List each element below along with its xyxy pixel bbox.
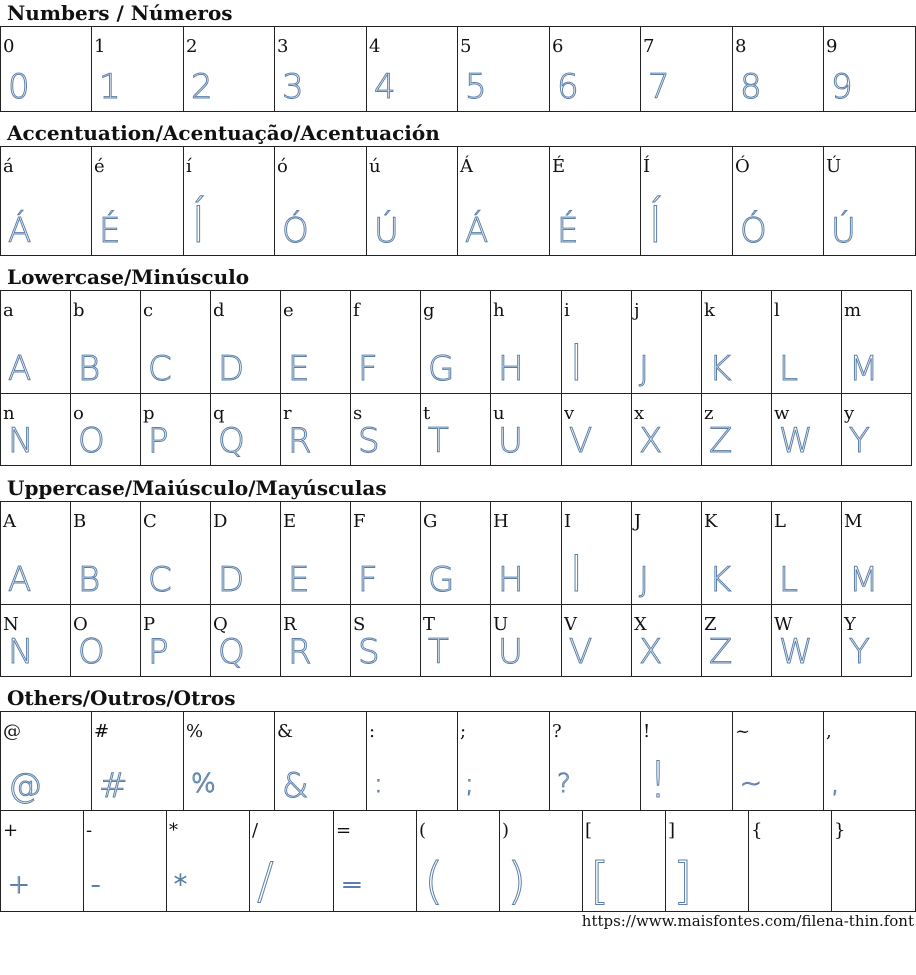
glyph-cell (417, 811, 500, 912)
glyph-sample: 2 (191, 67, 213, 107)
glyph-sample: * (174, 870, 187, 900)
glyph-sample: 0 (8, 67, 30, 107)
char-label: Í (643, 156, 651, 177)
char-label: y (844, 403, 855, 424)
glyph-cell (250, 811, 334, 912)
glyph-sample: ~ (740, 769, 762, 799)
glyph-sample: W (779, 421, 813, 461)
glyph-cell (1, 811, 84, 912)
glyph-sample: I (569, 545, 584, 603)
glyph-cell (772, 502, 842, 605)
glyph-sample: H (498, 349, 524, 389)
glyph-sample: A (8, 560, 32, 600)
glyph-cell (275, 147, 367, 256)
glyph-cell (281, 605, 351, 677)
glyph-sample: G (428, 349, 455, 389)
glyph-sample: I (569, 334, 584, 392)
glyph-cell (211, 502, 281, 605)
glyph-sample: Á (465, 211, 489, 251)
char-label: v (564, 403, 575, 424)
char-label: ) (502, 820, 510, 841)
char-label: 2 (186, 36, 198, 57)
glyph-sample: O (78, 421, 105, 461)
glyph-sample: Ó (282, 211, 309, 251)
glyph-sample: / (257, 852, 274, 910)
char-label: o (73, 403, 84, 424)
numbers-grid (0, 26, 916, 112)
char-label: O (73, 614, 88, 635)
glyph-cell (824, 27, 916, 112)
char-label: : (369, 721, 376, 742)
glyph-sample: V (569, 421, 593, 461)
glyph-sample: , (831, 769, 840, 799)
source-url[interactable]: https://www.maisfontes.com/filena-thin.font (581, 912, 914, 930)
glyph-cell (1, 394, 71, 466)
glyph-cell (562, 291, 632, 394)
char-label: - (86, 820, 93, 841)
glyph-cell (702, 502, 772, 605)
glyph-cell (491, 502, 562, 605)
glyph-cell (458, 712, 550, 811)
glyph-cell (550, 27, 641, 112)
char-label: 9 (826, 36, 838, 57)
char-label: Á (460, 156, 473, 177)
char-label: É (552, 156, 566, 177)
char-label: t (423, 403, 431, 424)
glyph-sample: 8 (740, 67, 762, 107)
char-label: l (774, 300, 780, 321)
glyph-cell (632, 605, 702, 677)
glyph-cell (733, 712, 824, 811)
glyph-cell (842, 291, 912, 394)
glyph-sample: F (358, 560, 378, 600)
uppercase-row (1, 502, 912, 605)
glyph-sample: 7 (648, 67, 670, 107)
glyph-cell (1, 27, 92, 112)
glyph-sample: ; (465, 769, 474, 799)
glyph-sample: ) (507, 852, 527, 910)
glyph-cell (632, 291, 702, 394)
glyph-cell (211, 605, 281, 677)
glyph-sample: E (288, 560, 310, 600)
glyph-cell (421, 605, 491, 677)
glyph-cell (562, 394, 632, 466)
char-label: 4 (369, 36, 381, 57)
glyph-cell (772, 605, 842, 677)
char-label: P (143, 614, 156, 635)
glyph-cell (367, 712, 458, 811)
char-label: q (213, 403, 225, 424)
char-label: c (143, 300, 154, 321)
char-label: i (564, 300, 570, 321)
char-label: B (73, 511, 87, 532)
char-label: V (564, 614, 577, 635)
glyph-cell (749, 811, 832, 912)
glyph-sample: 5 (465, 67, 487, 107)
char-label: = (336, 820, 352, 841)
char-label: M (844, 511, 863, 532)
lowercase-row (1, 394, 912, 466)
char-label: Y (844, 614, 856, 635)
glyph-cell (1, 291, 71, 394)
glyph-sample: J (639, 560, 650, 600)
glyph-cell (211, 291, 281, 394)
glyph-cell (1, 502, 71, 605)
accentuation-grid (0, 146, 916, 256)
glyph-sample: ] (673, 852, 693, 910)
glyph-cell (733, 147, 824, 256)
section-title-accentuation: Accentuation/Acentuação/Acentuación (7, 121, 440, 145)
accents-row (1, 147, 916, 256)
glyph-sample: É (557, 211, 579, 251)
glyph-cell (458, 147, 550, 256)
glyph-cell (824, 712, 916, 811)
glyph-sample: L (779, 560, 798, 600)
glyph-sample: [ (590, 852, 610, 910)
char-label: D (213, 511, 228, 532)
glyph-cell (184, 27, 275, 112)
glyph-cell (84, 811, 167, 912)
char-label: A (3, 511, 16, 532)
glyph-cell (184, 147, 275, 256)
char-label: * (169, 820, 178, 841)
glyph-sample: ( (424, 852, 444, 910)
section-title-lowercase: Lowercase/Minúsculo (7, 265, 250, 289)
glyph-cell (281, 502, 351, 605)
glyph-cell (351, 394, 421, 466)
glyph-sample: O (78, 632, 105, 672)
glyph-cell (281, 291, 351, 394)
glyph-sample: X (639, 632, 663, 672)
lowercase-grid (0, 290, 912, 466)
glyph-sample: Q (218, 632, 245, 672)
char-label: S (353, 614, 366, 635)
char-label: Ó (735, 156, 750, 177)
char-label: f (353, 300, 360, 321)
char-label: ( (419, 820, 427, 841)
char-label: R (283, 614, 297, 635)
char-label: 0 (3, 36, 15, 57)
glyph-sample: U (498, 632, 523, 672)
glyph-sample: + (8, 870, 30, 900)
glyph-cell (275, 27, 367, 112)
glyph-cell (666, 811, 749, 912)
char-label: 5 (460, 36, 472, 57)
glyph-cell (421, 291, 491, 394)
glyph-cell (421, 502, 491, 605)
char-label: ; (460, 721, 467, 742)
glyph-sample: ! (648, 751, 669, 809)
glyph-cell (71, 394, 141, 466)
glyph-cell (334, 811, 417, 912)
char-label: ? (552, 721, 562, 742)
char-label: p (143, 403, 155, 424)
glyph-sample: N (8, 632, 34, 672)
glyph-cell (141, 291, 211, 394)
glyph-sample: Z (709, 632, 733, 672)
char-label: w (774, 403, 790, 424)
glyph-sample: D (218, 349, 245, 389)
char-label: 6 (552, 36, 564, 57)
glyph-cell (211, 394, 281, 466)
char-label: + (3, 820, 19, 841)
glyph-cell (632, 502, 702, 605)
char-label: 1 (94, 36, 106, 57)
glyph-cell (550, 712, 641, 811)
glyph-cell (641, 147, 733, 256)
glyph-cell (842, 394, 912, 466)
glyph-sample: S (358, 632, 380, 672)
glyph-sample: # (99, 766, 128, 806)
char-label: # (94, 721, 110, 742)
glyph-cell (367, 27, 458, 112)
glyph-cell (141, 502, 211, 605)
glyph-cell (632, 394, 702, 466)
char-label: Ú (826, 156, 842, 177)
char-label: g (423, 300, 435, 321)
char-label: ú (369, 156, 381, 177)
glyph-sample: F (358, 349, 378, 389)
glyph-cell (491, 394, 562, 466)
glyph-cell (772, 291, 842, 394)
glyph-sample: Ú (831, 211, 856, 251)
glyph-sample: Ú (374, 211, 399, 251)
glyph-sample: B (78, 349, 101, 389)
glyph-cell (500, 811, 583, 912)
glyph-cell (641, 712, 733, 811)
glyph-cell (351, 605, 421, 677)
glyph-sample: R (288, 632, 312, 672)
glyph-cell (1, 147, 92, 256)
glyph-cell (562, 605, 632, 677)
char-label: í (186, 156, 192, 177)
glyph-sample: D (218, 560, 245, 600)
char-label: b (73, 300, 85, 321)
glyph-sample: Q (218, 421, 245, 461)
glyph-cell (562, 502, 632, 605)
glyph-sample: E (288, 349, 310, 389)
glyph-cell (1, 712, 92, 811)
char-label: k (704, 300, 715, 321)
glyph-cell (184, 712, 275, 811)
glyph-sample: 3 (282, 67, 304, 107)
glyph-sample: = (341, 870, 363, 900)
glyph-cell (1, 605, 71, 677)
glyph-cell (71, 291, 141, 394)
glyph-sample: B (78, 560, 101, 600)
glyph-sample: H (498, 560, 524, 600)
glyph-sample: P (148, 632, 169, 672)
glyph-sample: K (709, 349, 732, 389)
char-label: L (774, 511, 786, 532)
char-label: N (3, 614, 19, 635)
char-label: / (252, 820, 259, 841)
char-label: 7 (643, 36, 655, 57)
glyph-sample: É (99, 211, 121, 251)
glyph-sample: P (148, 421, 169, 461)
glyph-sample: Y (849, 421, 870, 461)
glyph-sample: Ó (740, 211, 767, 251)
glyph-cell (824, 147, 916, 256)
char-label: I (564, 511, 572, 532)
glyph-sample: L (779, 349, 798, 389)
char-label: ~ (735, 721, 751, 742)
glyph-sample: X (639, 421, 663, 461)
char-label: F (353, 511, 366, 532)
glyph-cell (702, 394, 772, 466)
glyph-cell (491, 605, 562, 677)
section-title-others: Others/Outros/Otros (7, 686, 236, 710)
glyph-cell (583, 811, 666, 912)
numbers-row (1, 27, 916, 112)
glyph-sample: 6 (557, 67, 579, 107)
char-label: h (493, 300, 505, 321)
glyph-sample: : (374, 769, 383, 799)
glyph-cell (167, 811, 250, 912)
glyph-cell (842, 502, 912, 605)
glyph-sample: G (428, 560, 455, 600)
glyph-sample: K (709, 560, 732, 600)
glyph-sample: ? (557, 769, 571, 799)
glyph-sample: C (148, 349, 172, 389)
glyph-cell (641, 27, 733, 112)
char-label: n (3, 403, 15, 424)
char-label: 3 (277, 36, 289, 57)
char-label: e (283, 300, 294, 321)
char-label: K (704, 511, 718, 532)
glyph-sample: T (428, 632, 449, 672)
glyph-cell (351, 291, 421, 394)
glyph-cell (92, 27, 184, 112)
glyph-sample: 1 (99, 67, 121, 107)
char-label: T (423, 614, 436, 635)
char-label: H (493, 511, 509, 532)
glyph-cell (491, 291, 562, 394)
char-label: s (353, 403, 363, 424)
char-label: ! (643, 721, 651, 742)
glyph-cell (351, 502, 421, 605)
glyph-sample: Y (849, 632, 870, 672)
char-label: J (634, 511, 642, 532)
char-label: U (493, 614, 509, 635)
others-row (1, 811, 916, 912)
glyph-sample: % (191, 769, 216, 799)
glyph-sample: M (849, 560, 879, 600)
glyph-cell (421, 394, 491, 466)
char-label: d (213, 300, 225, 321)
char-label: á (3, 156, 14, 177)
glyph-sample: N (8, 421, 34, 461)
glyph-cell (772, 394, 842, 466)
others-grid (0, 711, 916, 912)
glyph-cell (832, 811, 916, 912)
glyph-cell (550, 147, 641, 256)
glyph-cell (92, 712, 184, 811)
glyph-sample: @ (8, 766, 42, 806)
char-label: é (94, 156, 105, 177)
glyph-sample: Á (8, 211, 32, 251)
uppercase-row (1, 605, 912, 677)
glyph-cell (141, 394, 211, 466)
char-label: ] (668, 820, 676, 841)
glyph-cell (458, 27, 550, 112)
char-label: r (283, 403, 292, 424)
char-label: u (493, 403, 505, 424)
glyph-sample: A (8, 349, 32, 389)
glyph-cell (733, 27, 824, 112)
glyph-sample: - (91, 870, 101, 900)
glyph-sample: T (428, 421, 449, 461)
char-label: Q (213, 614, 228, 635)
glyph-sample: S (358, 421, 380, 461)
char-label: @ (3, 721, 21, 742)
glyph-sample: J (639, 349, 650, 389)
glyph-sample: 9 (831, 67, 853, 107)
glyph-sample: 4 (374, 67, 396, 107)
glyph-sample: W (779, 632, 813, 672)
char-label: G (423, 511, 438, 532)
glyph-cell (702, 605, 772, 677)
others-row (1, 712, 916, 811)
section-title-uppercase: Uppercase/Maiúsculo/Mayúsculas (7, 476, 387, 500)
char-label: { (751, 820, 763, 841)
glyph-sample: & (282, 766, 309, 806)
glyph-sample: R (288, 421, 312, 461)
lowercase-row (1, 291, 912, 394)
char-label: m (844, 300, 862, 321)
char-label: % (186, 721, 204, 742)
glyph-cell (367, 147, 458, 256)
glyph-sample: Í (191, 196, 206, 254)
char-label: 8 (735, 36, 747, 57)
glyph-sample: Í (648, 196, 663, 254)
char-label: x (634, 403, 645, 424)
section-title-numbers: Numbers / Números (7, 1, 233, 25)
glyph-cell (702, 291, 772, 394)
glyph-cell (92, 147, 184, 256)
char-label: Z (704, 614, 717, 635)
char-label: C (143, 511, 157, 532)
glyph-cell (71, 502, 141, 605)
glyph-sample: Z (709, 421, 733, 461)
char-label: & (277, 721, 294, 742)
glyph-cell (71, 605, 141, 677)
char-label: j (634, 300, 640, 321)
char-label: , (826, 721, 832, 742)
glyph-cell (141, 605, 211, 677)
char-label: [ (585, 820, 593, 841)
char-label: } (834, 820, 846, 841)
char-label: ó (277, 156, 288, 177)
glyph-cell (275, 712, 367, 811)
glyph-sample: U (498, 421, 523, 461)
char-label: X (634, 614, 647, 635)
char-label: W (774, 614, 793, 635)
glyph-cell (281, 394, 351, 466)
glyph-sample: V (569, 632, 593, 672)
glyph-sample: C (148, 560, 172, 600)
char-label: z (704, 403, 714, 424)
char-label: a (3, 300, 14, 321)
uppercase-grid (0, 501, 912, 677)
glyph-cell (842, 605, 912, 677)
glyph-sample: M (849, 349, 879, 389)
char-label: E (283, 511, 297, 532)
